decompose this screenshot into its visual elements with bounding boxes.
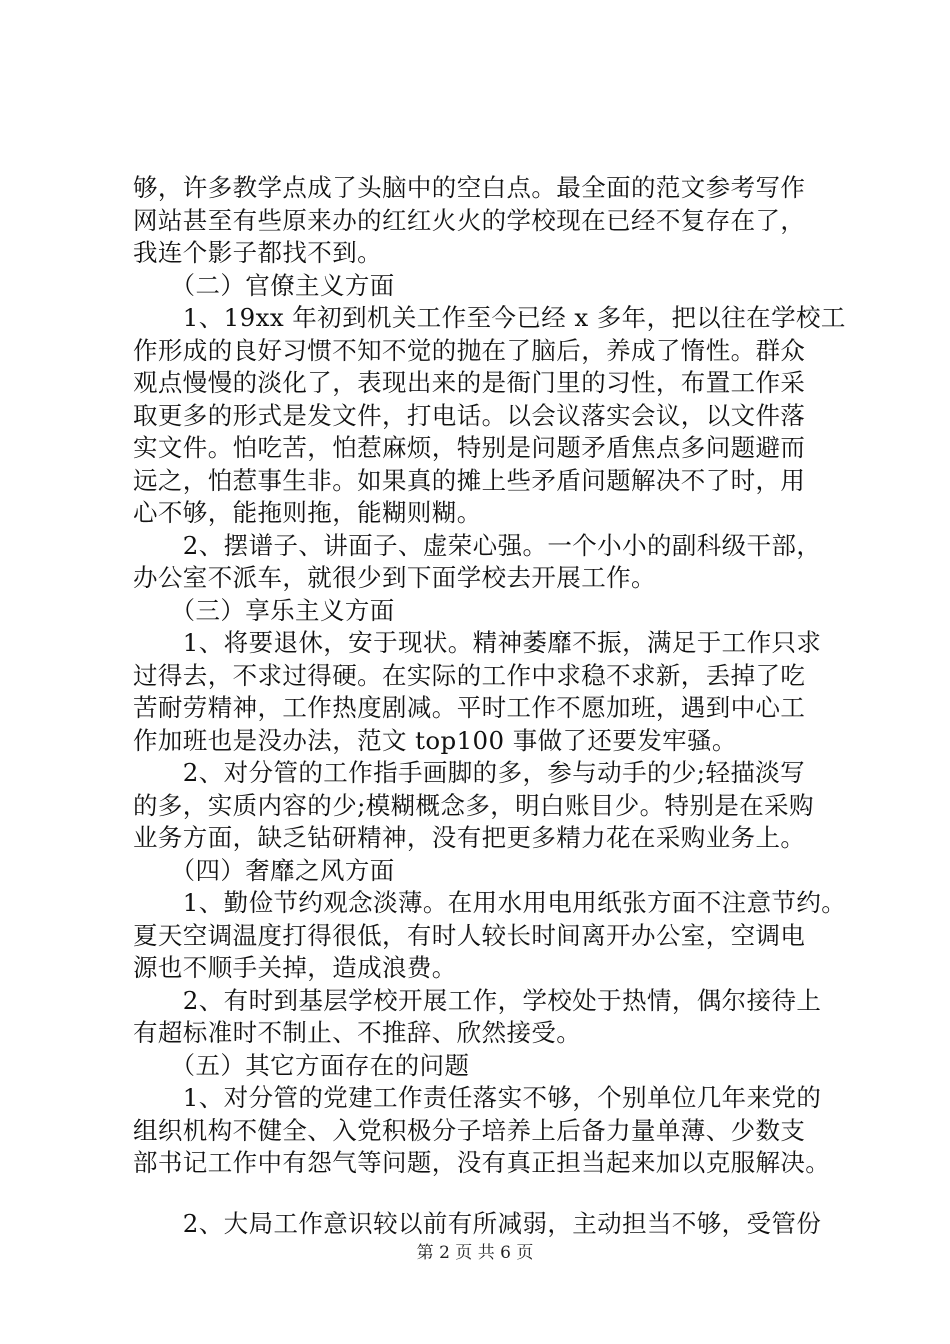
text-line: 心不够，能拖则拖，能糊则糊。	[133, 498, 482, 527]
text-line: 源也不顺手关掉，造成浪费。	[133, 953, 457, 982]
text-line: 2、对分管的工作指手画脚的多，参与动手的少;轻描淡写	[133, 758, 806, 787]
text-line: 2、摆谱子、讲面子、虚荣心强。一个小小的副科级干部，	[133, 530, 822, 560]
text-line: 有超标准时不制止、不推辞、欣然接受。	[133, 1018, 582, 1047]
text-line: 业务方面，缺乏钻研精神，没有把更多精力花在采购业务上。	[133, 823, 806, 852]
text-line: 夏天空调温度打得很低，有时人较长时间离开办公室，空调电	[133, 920, 806, 950]
text-line: 2、大局工作意识较以前有所减弱，主动担当不够，受管份	[133, 1208, 822, 1238]
text-line: 1、19xx 年初到机关工作至今已经 x 多年，把以往在学校工	[133, 303, 846, 332]
text-line: 办公室不派车，就很少到下面学校去开展工作。	[133, 563, 656, 592]
text-line: （二）官僚主义方面	[133, 270, 395, 300]
text-line: 2、有时到基层学校开展工作，学校处于热情，偶尔接待上	[133, 985, 822, 1015]
text-line: 取更多的形式是发文件，打电话。以会议落实会议，以文件落	[133, 400, 806, 430]
text-line: 的多，实质内容的少;模糊概念多，明白账目少。特别是在采购	[133, 790, 814, 820]
page-footer: 第 2 页 共 6 页	[416, 1243, 534, 1263]
text-line: 1、对分管的党建工作责任落实不够，个别单位几年来党的	[133, 1083, 822, 1112]
text-line: 我连个影子都找不到。	[133, 238, 382, 267]
text-line: 作形成的良好习惯不知不觉的抛在了脑后，养成了惰性。群众	[133, 335, 806, 365]
text-line: 够，许多教学点成了头脑中的空白点。最全面的范文参考写作	[133, 173, 806, 202]
text-line: 过得去，不求过得硬。在实际的工作中求稳不求新，丢掉了吃	[133, 660, 806, 690]
text-line: 部书记工作中有怨气等问题，没有真正担当起来加以克服解决。	[133, 1148, 831, 1177]
text-line: 1、勤俭节约观念淡薄。在用水用电用纸张方面不注意节约。	[133, 888, 847, 917]
text-line: 苦耐劳精神，工作热度剧减。平时工作不愿加班，遇到中心工	[133, 693, 806, 722]
text-line: （四）奢靡之风方面	[133, 855, 395, 885]
paragraph-gap	[133, 1180, 833, 1208]
body-text	[133, 172, 847, 1240]
text-line: 实文件。怕吃苦，怕惹麻烦，特别是问题矛盾焦点多问题避而	[133, 433, 806, 462]
text-line: 组织机构不健全、入党积极分子培养上后备力量单薄、少数支	[133, 1115, 806, 1145]
text-line: （三）享乐主义方面	[133, 595, 395, 625]
text-line: 1、将要退休，安于现状。精神萎靡不振，满足于工作只求	[133, 628, 822, 657]
text-line: 作加班也是没办法，范文 top100 事做了还要发牢骚。	[133, 725, 737, 755]
text-line: （五）其它方面存在的问题	[133, 1050, 470, 1080]
text-line: 远之，怕惹事生非。如果真的摊上些矛盾问题解决不了时，用	[133, 465, 806, 495]
text-line: 观点慢慢的淡化了，表现出来的是衙门里的习性，布置工作采	[133, 368, 806, 397]
text-line: 网站甚至有些原来办的红红火火的学校现在已经不复存在了，	[133, 205, 806, 235]
